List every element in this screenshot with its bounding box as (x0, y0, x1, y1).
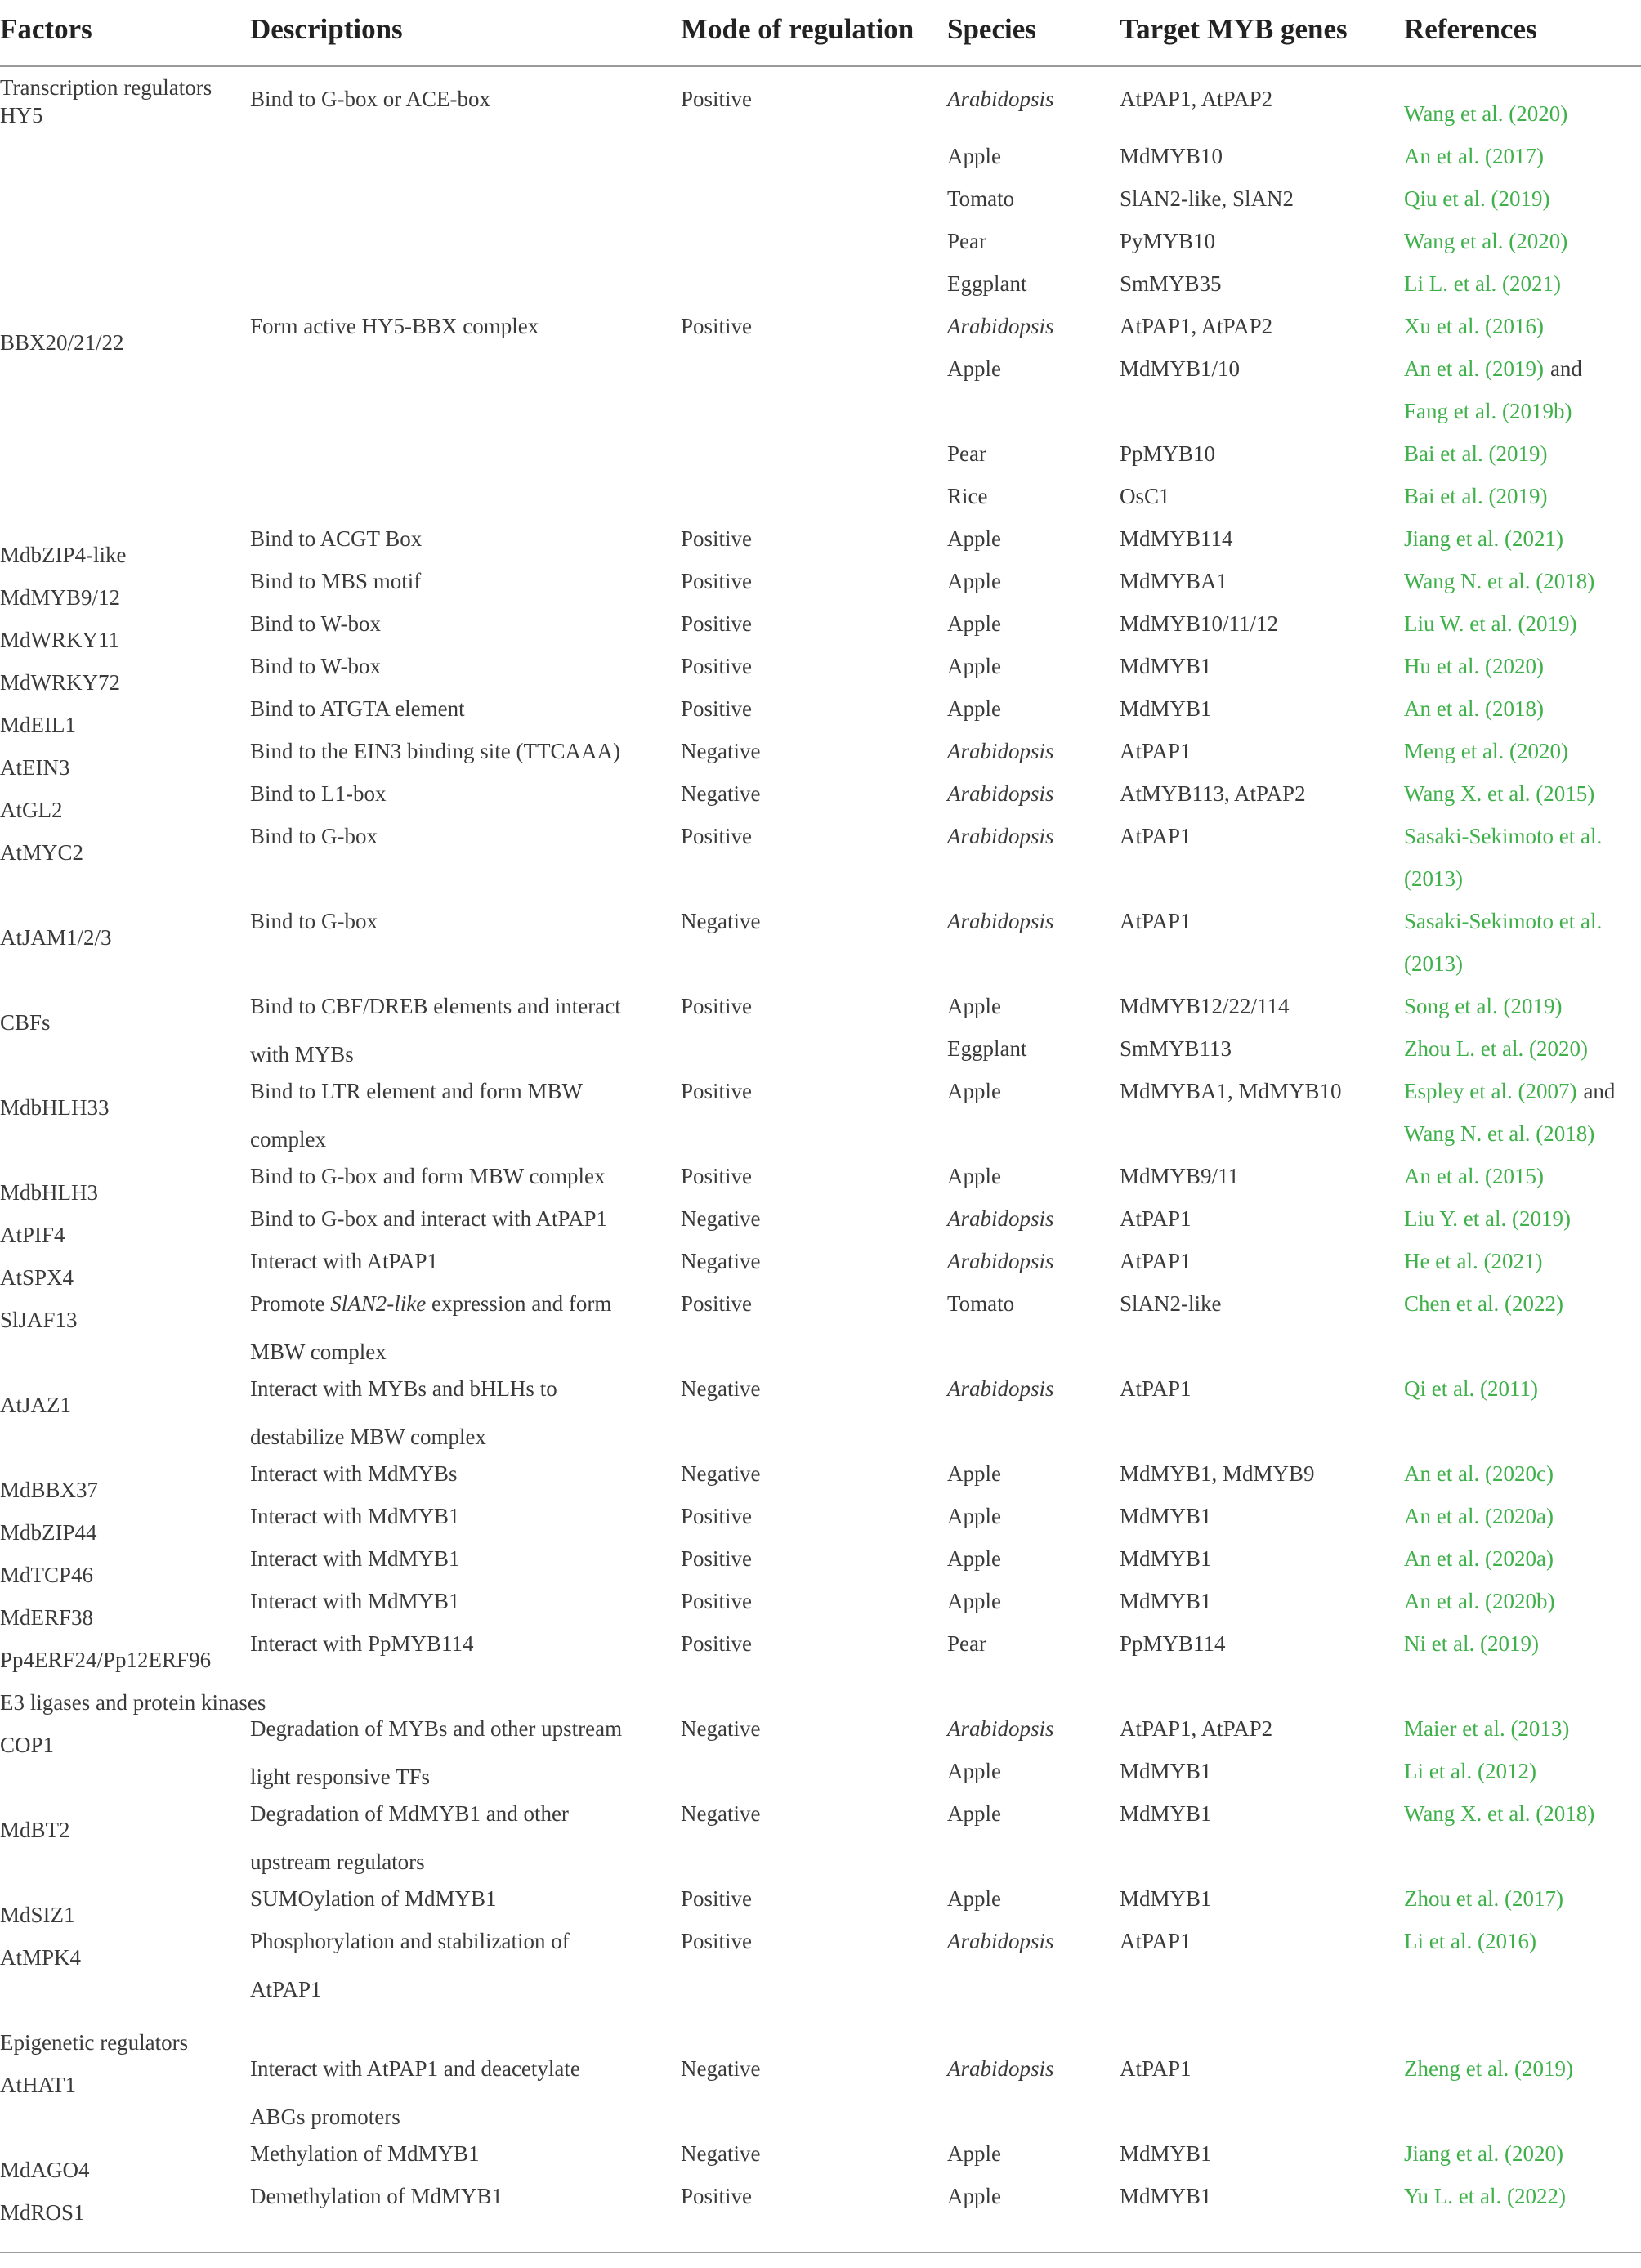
factor-cell: CBFs (0, 1010, 51, 1035)
mode-cell: Positive (681, 824, 753, 848)
reference-cell (1404, 1070, 1615, 1112)
bottom-rule (0, 2252, 1641, 2253)
mode-cell: Positive (681, 1886, 753, 1911)
description-cell: Bind to G-box and form MBW complex (250, 1164, 606, 1188)
target-gene-cell: MdMYB12/22/114 (1120, 994, 1290, 1018)
mode-cell: Positive (681, 1631, 753, 1656)
target-gene-cell: AtPAP1 (1120, 1376, 1192, 1401)
reference-link[interactable]: An et al. (2020a) (1404, 1546, 1554, 1571)
species-cell: Apple (947, 2184, 1001, 2208)
description-cell: with MYBs (250, 1042, 354, 1067)
header-references: References (1404, 13, 1537, 45)
factor-cell: MdWRKY11 (0, 628, 119, 652)
species-cell: Arabidopsis (947, 739, 1054, 763)
description-cell: Bind to the EIN3 binding site (TTCAAA) (250, 739, 620, 763)
target-gene-cell: MdMYB9/11 (1120, 1164, 1240, 1188)
description-cell: Bind to ATGTA element (250, 696, 465, 721)
target-gene-cell: MdMYB1 (1120, 696, 1212, 721)
target-gene-cell: MdMYB114 (1120, 526, 1233, 551)
reference-link[interactable]: An et al. (2020b) (1404, 1589, 1555, 1613)
reference-link[interactable]: An et al. (2017) (1404, 144, 1544, 168)
species-cell: Tomato (947, 1291, 1015, 1316)
reference-link[interactable]: Liu Y. et al. (2019) (1404, 1206, 1571, 1231)
description-cell: Interact with MYBs and bHLHs to (250, 1376, 557, 1401)
reference-link[interactable]: Bai et al. (2019) (1404, 441, 1548, 466)
reference-link[interactable]: Maier et al. (2013) (1404, 1716, 1570, 1741)
reference-link[interactable]: Jiang et al. (2020) (1404, 2141, 1563, 2166)
target-gene-cell: SlAN2-like, SlAN2 (1120, 186, 1294, 211)
species-cell: Apple (947, 611, 1001, 636)
reference-link[interactable]: (2013) (1404, 866, 1463, 891)
mode-cell: Positive (681, 526, 753, 551)
mode-cell: Negative (681, 1249, 761, 1273)
section-heading: Transcription regulators (0, 75, 212, 100)
description-cell: Interact with PpMYB114 (250, 1631, 474, 1656)
reference-link[interactable]: Chen et al. (2022) (1404, 1291, 1563, 1316)
species-cell: Arabidopsis (947, 824, 1054, 848)
factor-cell: AtJAM1/2/3 (0, 925, 112, 950)
description-cell: Bind to W-box (250, 611, 382, 636)
mode-cell: Positive (681, 611, 753, 636)
reference-link[interactable]: Hu et al. (2020) (1404, 654, 1544, 678)
target-gene-cell: MdMYB1 (1120, 654, 1212, 678)
species-cell: Eggplant (947, 1036, 1027, 1061)
species-cell: Arabidopsis (947, 781, 1054, 806)
reference-link[interactable]: An et al. (2015) (1404, 1164, 1544, 1188)
description-cell: Interact with MdMYB1 (250, 1546, 460, 1571)
target-gene-cell: AtPAP1 (1120, 1249, 1192, 1273)
mode-cell: Negative (681, 1716, 761, 1741)
target-gene-cell: AtPAP1 (1120, 1929, 1192, 1953)
mode-cell: Negative (681, 781, 761, 806)
species-cell: Arabidopsis (947, 1376, 1054, 1401)
factor-cell: MdSIZ1 (0, 1903, 75, 1927)
target-gene-cell: AtPAP1, AtPAP2 (1120, 87, 1273, 111)
section-heading: E3 ligases and protein kinases (0, 1690, 266, 1715)
species-cell: Arabidopsis (947, 1716, 1054, 1741)
description-cell: Form active HY5-BBX complex (250, 314, 539, 338)
mode-cell: Positive (681, 2184, 753, 2208)
factor-cell: HY5 (0, 103, 43, 127)
target-gene-cell: AtPAP1 (1120, 824, 1192, 848)
species-cell: Apple (947, 1886, 1001, 1911)
species-cell: Apple (947, 696, 1001, 721)
target-gene-cell: SmMYB35 (1120, 271, 1222, 296)
reference-joiner: and (1583, 1079, 1616, 1103)
description-cell: AtPAP1 (250, 1977, 322, 2002)
factor-cell: AtHAT1 (0, 2073, 76, 2097)
species-cell: Pear (947, 441, 986, 466)
species-cell: Arabidopsis (947, 314, 1054, 338)
target-gene-cell: MdMYB1 (1120, 1801, 1212, 1826)
description-cell: Bind to MBS motif (250, 569, 422, 593)
target-gene-cell: AtPAP1 (1120, 909, 1192, 933)
reference-link[interactable]: Jiang et al. (2021) (1404, 526, 1563, 551)
mode-cell: Positive (681, 1546, 753, 1571)
section-heading: Epigenetic regulators (0, 2030, 189, 2055)
mode-cell: Negative (681, 1461, 761, 1486)
factor-cell: MdBBX37 (0, 1478, 99, 1502)
mode-cell: Negative (681, 1376, 761, 1401)
factor-cell: AtGL2 (0, 798, 63, 822)
mode-cell: Negative (681, 2056, 761, 2081)
factor-cell: AtPIF4 (0, 1223, 65, 1247)
description-cell: Interact with MdMYB1 (250, 1504, 460, 1528)
target-gene-cell: MdMYB1 (1120, 1589, 1212, 1613)
target-gene-cell: MdMYB1 (1120, 2184, 1212, 2208)
target-gene-cell: AtPAP1, AtPAP2 (1120, 314, 1273, 338)
reference-link[interactable]: Xu et al. (2016) (1404, 314, 1544, 338)
reference-cell (1404, 347, 1582, 390)
target-gene-cell: MdMYB1/10 (1120, 356, 1241, 381)
mode-cell: Positive (681, 1504, 753, 1528)
mode-cell: Positive (681, 1589, 753, 1613)
mode-cell: Positive (681, 1079, 753, 1103)
factor-cell: AtJAZ1 (0, 1393, 71, 1417)
description-cell: upstream regulators (250, 1850, 425, 1874)
description-cell: Bind to G-box or ACE-box (250, 87, 490, 111)
species-cell: Tomato (947, 186, 1015, 211)
reference-link[interactable]: Wang X. et al. (2015) (1404, 781, 1595, 806)
target-gene-cell: AtPAP1 (1120, 2056, 1192, 2081)
mode-cell: Positive (681, 314, 753, 338)
target-gene-cell: PpMYB10 (1120, 441, 1216, 466)
description-cell: Interact with MdMYB1 (250, 1589, 460, 1613)
description-cell: Demethylation of MdMYB1 (250, 2184, 503, 2208)
target-gene-cell: MdMYB1 (1120, 1759, 1212, 1783)
mode-cell: Positive (681, 654, 753, 678)
factor-cell: SlJAF13 (0, 1308, 78, 1332)
species-cell: Arabidopsis (947, 87, 1054, 111)
species-cell: Arabidopsis (947, 1249, 1054, 1273)
species-cell: Apple (947, 356, 1001, 381)
description-cell: Interact with MdMYBs (250, 1461, 458, 1486)
reference-link[interactable]: Wang N. et al. (2018) (1404, 1121, 1595, 1146)
mode-cell: Positive (681, 1164, 753, 1188)
species-cell: Eggplant (947, 271, 1027, 296)
species-cell: Apple (947, 1504, 1001, 1528)
reference-link[interactable]: Zhou L. et al. (2020) (1404, 1036, 1588, 1061)
factor-cell: Pp4ERF24/Pp12ERF96 (0, 1648, 212, 1672)
species-cell: Apple (947, 2141, 1001, 2166)
description-cell: Bind to W-box (250, 654, 382, 678)
target-gene-cell: AtMYB113, AtPAP2 (1120, 781, 1306, 806)
reference-link[interactable]: Wang et al. (2020) (1404, 101, 1568, 126)
species-cell: Apple (947, 654, 1001, 678)
reference-link[interactable]: Zhou et al. (2017) (1404, 1886, 1563, 1911)
mode-cell: Negative (681, 2141, 761, 2166)
description-cell: ABGs promoters (250, 2105, 400, 2129)
description-cell: Phosphorylation and stabilization of (250, 1929, 570, 1953)
factor-cell: MdEIL1 (0, 713, 76, 737)
target-gene-cell: MdMYB1 (1120, 2141, 1212, 2166)
mode-cell: Positive (681, 994, 753, 1018)
description-cell: Methylation of MdMYB1 (250, 2141, 480, 2166)
factor-cell: MdbZIP4-like (0, 543, 127, 567)
mode-cell: Positive (681, 569, 753, 593)
reference-link[interactable]: Qi et al. (2011) (1404, 1376, 1538, 1401)
species-cell: Pear (947, 229, 986, 253)
species-cell: Arabidopsis (947, 2056, 1054, 2081)
species-cell: Apple (947, 1589, 1001, 1613)
mode-cell: Negative (681, 739, 761, 763)
target-gene-cell: SlAN2-like (1120, 1291, 1222, 1316)
target-gene-cell: AtPAP1, AtPAP2 (1120, 1716, 1273, 1741)
target-gene-cell: MdMYB1 (1120, 1546, 1212, 1571)
description-cell: Bind to G-box (250, 824, 378, 848)
factor-cell: MdBT2 (0, 1818, 70, 1842)
target-gene-cell: SmMYB113 (1120, 1036, 1232, 1061)
factor-cell: MdMYB9/12 (0, 585, 121, 610)
factor-cell: AtMYC2 (0, 840, 84, 865)
factor-cell: MdTCP46 (0, 1563, 94, 1587)
factor-cell: AtMPK4 (0, 1945, 82, 1970)
reference-link[interactable]: Zheng et al. (2019) (1404, 2056, 1573, 2081)
reference-link[interactable]: Wang et al. (2020) (1404, 229, 1568, 253)
factor-cell: MdbZIP44 (0, 1520, 97, 1545)
species-cell: Rice (947, 484, 988, 508)
header-mode: Mode of regulation (681, 13, 914, 45)
reference-link[interactable]: Meng et al. (2020) (1404, 739, 1568, 763)
reference-link[interactable]: Li et al. (2016) (1404, 1929, 1536, 1953)
description-text: expression and form (426, 1291, 612, 1316)
mode-cell: Negative (681, 909, 761, 933)
description-cell: Bind to CBF/DREB elements and interact (250, 994, 621, 1018)
factor-cell: MdbHLH3 (0, 1180, 98, 1205)
reference-link[interactable]: Qiu et al. (2019) (1404, 186, 1550, 211)
species-cell: Arabidopsis (947, 909, 1054, 933)
reference-link[interactable]: Song et al. (2019) (1404, 994, 1563, 1018)
factor-cell: AtSPX4 (0, 1265, 74, 1290)
target-gene-cell: MdMYB10/11/12 (1120, 611, 1279, 636)
description-cell: Bind to G-box (250, 909, 378, 933)
factor-cell: COP1 (0, 1733, 55, 1757)
reference-link[interactable]: Sasaki-Sekimoto et al. (1404, 824, 1603, 848)
target-gene-cell: MdMYB1 (1120, 1886, 1212, 1911)
target-gene-cell: PpMYB114 (1120, 1631, 1226, 1656)
reference-link[interactable]: Wang N. et al. (2018) (1404, 569, 1595, 593)
description-cell: Bind to LTR element and form MBW (250, 1079, 583, 1103)
reference-link[interactable]: Fang et al. (2019b) (1404, 399, 1572, 423)
reference-link[interactable]: Sasaki-Sekimoto et al. (1404, 909, 1603, 933)
description-cell: Bind to ACGT Box (250, 526, 423, 551)
species-cell: Apple (947, 1164, 1001, 1188)
description-cell: Bind to G-box and interact with AtPAP1 (250, 1206, 607, 1231)
description-italic-gene: SlAN2-like (330, 1291, 427, 1316)
description-cell: Interact with AtPAP1 (250, 1249, 439, 1273)
reference-link[interactable]: Yu L. et al. (2022) (1404, 2184, 1566, 2208)
species-cell: Apple (947, 1461, 1001, 1486)
factor-cell: MdROS1 (0, 2200, 85, 2225)
factor-cell: MdAGO4 (0, 2158, 90, 2182)
reference-link[interactable]: An et al. (2019) (1404, 356, 1544, 381)
description-cell: complex (250, 1127, 326, 1152)
species-cell: Pear (947, 1631, 986, 1656)
reference-link[interactable]: Li L. et al. (2021) (1404, 271, 1561, 296)
mode-cell: Negative (681, 1206, 761, 1231)
mode-cell: Positive (681, 1929, 753, 1953)
target-gene-cell: OsC1 (1120, 484, 1170, 508)
description-cell: Bind to L1-box (250, 781, 387, 806)
reference-link[interactable]: An et al. (2020c) (1404, 1461, 1554, 1486)
target-gene-cell: AtPAP1 (1120, 739, 1192, 763)
reference-link[interactable]: An et al. (2018) (1404, 696, 1544, 721)
reference-link[interactable]: Espley et al. (2007) (1404, 1079, 1577, 1103)
reference-link[interactable]: Bai et al. (2019) (1404, 484, 1548, 508)
description-cell: MBW complex (250, 1340, 387, 1364)
header-factors: Factors (0, 13, 92, 45)
description-cell: Degradation of MYBs and other upstream (250, 1716, 623, 1741)
species-cell: Apple (947, 569, 1001, 593)
species-cell: Apple (947, 994, 1001, 1018)
species-cell: Apple (947, 1759, 1001, 1783)
target-gene-cell: PyMYB10 (1120, 229, 1216, 253)
species-cell: Arabidopsis (947, 1206, 1054, 1231)
factor-cell: MdbHLH33 (0, 1095, 110, 1120)
header-descriptions: Descriptions (250, 13, 403, 45)
reference-link[interactable]: Liu W. et al. (2019) (1404, 611, 1577, 636)
target-gene-cell: MdMYB1 (1120, 1504, 1212, 1528)
species-cell: Apple (947, 1801, 1001, 1826)
target-gene-cell: MdMYBA1, MdMYB10 (1120, 1079, 1342, 1103)
description-cell: Degradation of MdMYB1 and other (250, 1801, 569, 1826)
reference-link[interactable]: He et al. (2021) (1404, 1249, 1543, 1273)
reference-link[interactable]: Ni et al. (2019) (1404, 1631, 1539, 1656)
description-cell: Interact with AtPAP1 and deacetylate (250, 2056, 580, 2081)
species-cell: Apple (947, 144, 1001, 168)
species-cell: Apple (947, 1546, 1001, 1571)
reference-link[interactable]: Wang X. et al. (2018) (1404, 1801, 1595, 1826)
description-cell: destabilize MBW complex (250, 1425, 486, 1449)
header-species: Species (947, 13, 1036, 45)
factor-cell: BBX20/21/22 (0, 330, 124, 355)
target-gene-cell: MdMYB10 (1120, 144, 1223, 168)
header-target: Target MYB genes (1120, 13, 1348, 45)
target-gene-cell: AtPAP1 (1120, 1206, 1192, 1231)
reference-joiner: and (1549, 356, 1582, 381)
description-cell: SUMOylation of MdMYB1 (250, 1886, 497, 1911)
reference-link[interactable]: Li et al. (2012) (1404, 1759, 1536, 1783)
mode-cell: Positive (681, 1291, 753, 1316)
description-cell: light responsive TFs (250, 1765, 431, 1789)
mode-cell: Positive (681, 87, 753, 111)
factor-cell: MdWRKY72 (0, 670, 120, 695)
table-header (0, 0, 1641, 67)
factor-cell: AtEIN3 (0, 755, 70, 780)
mode-cell: Negative (681, 1801, 761, 1826)
species-cell: Apple (947, 526, 1001, 551)
target-gene-cell: MdMYB1, MdMYB9 (1120, 1461, 1315, 1486)
mode-cell: Positive (681, 696, 753, 721)
description-cell (250, 1282, 611, 1325)
factor-cell: MdERF38 (0, 1605, 94, 1630)
reference-link[interactable]: (2013) (1404, 951, 1463, 976)
description-text: Promote (250, 1291, 331, 1316)
reference-link[interactable]: An et al. (2020a) (1404, 1504, 1554, 1528)
species-cell: Apple (947, 1079, 1001, 1103)
species-cell: Arabidopsis (947, 1929, 1054, 1953)
target-gene-cell: MdMYBA1 (1120, 569, 1228, 593)
